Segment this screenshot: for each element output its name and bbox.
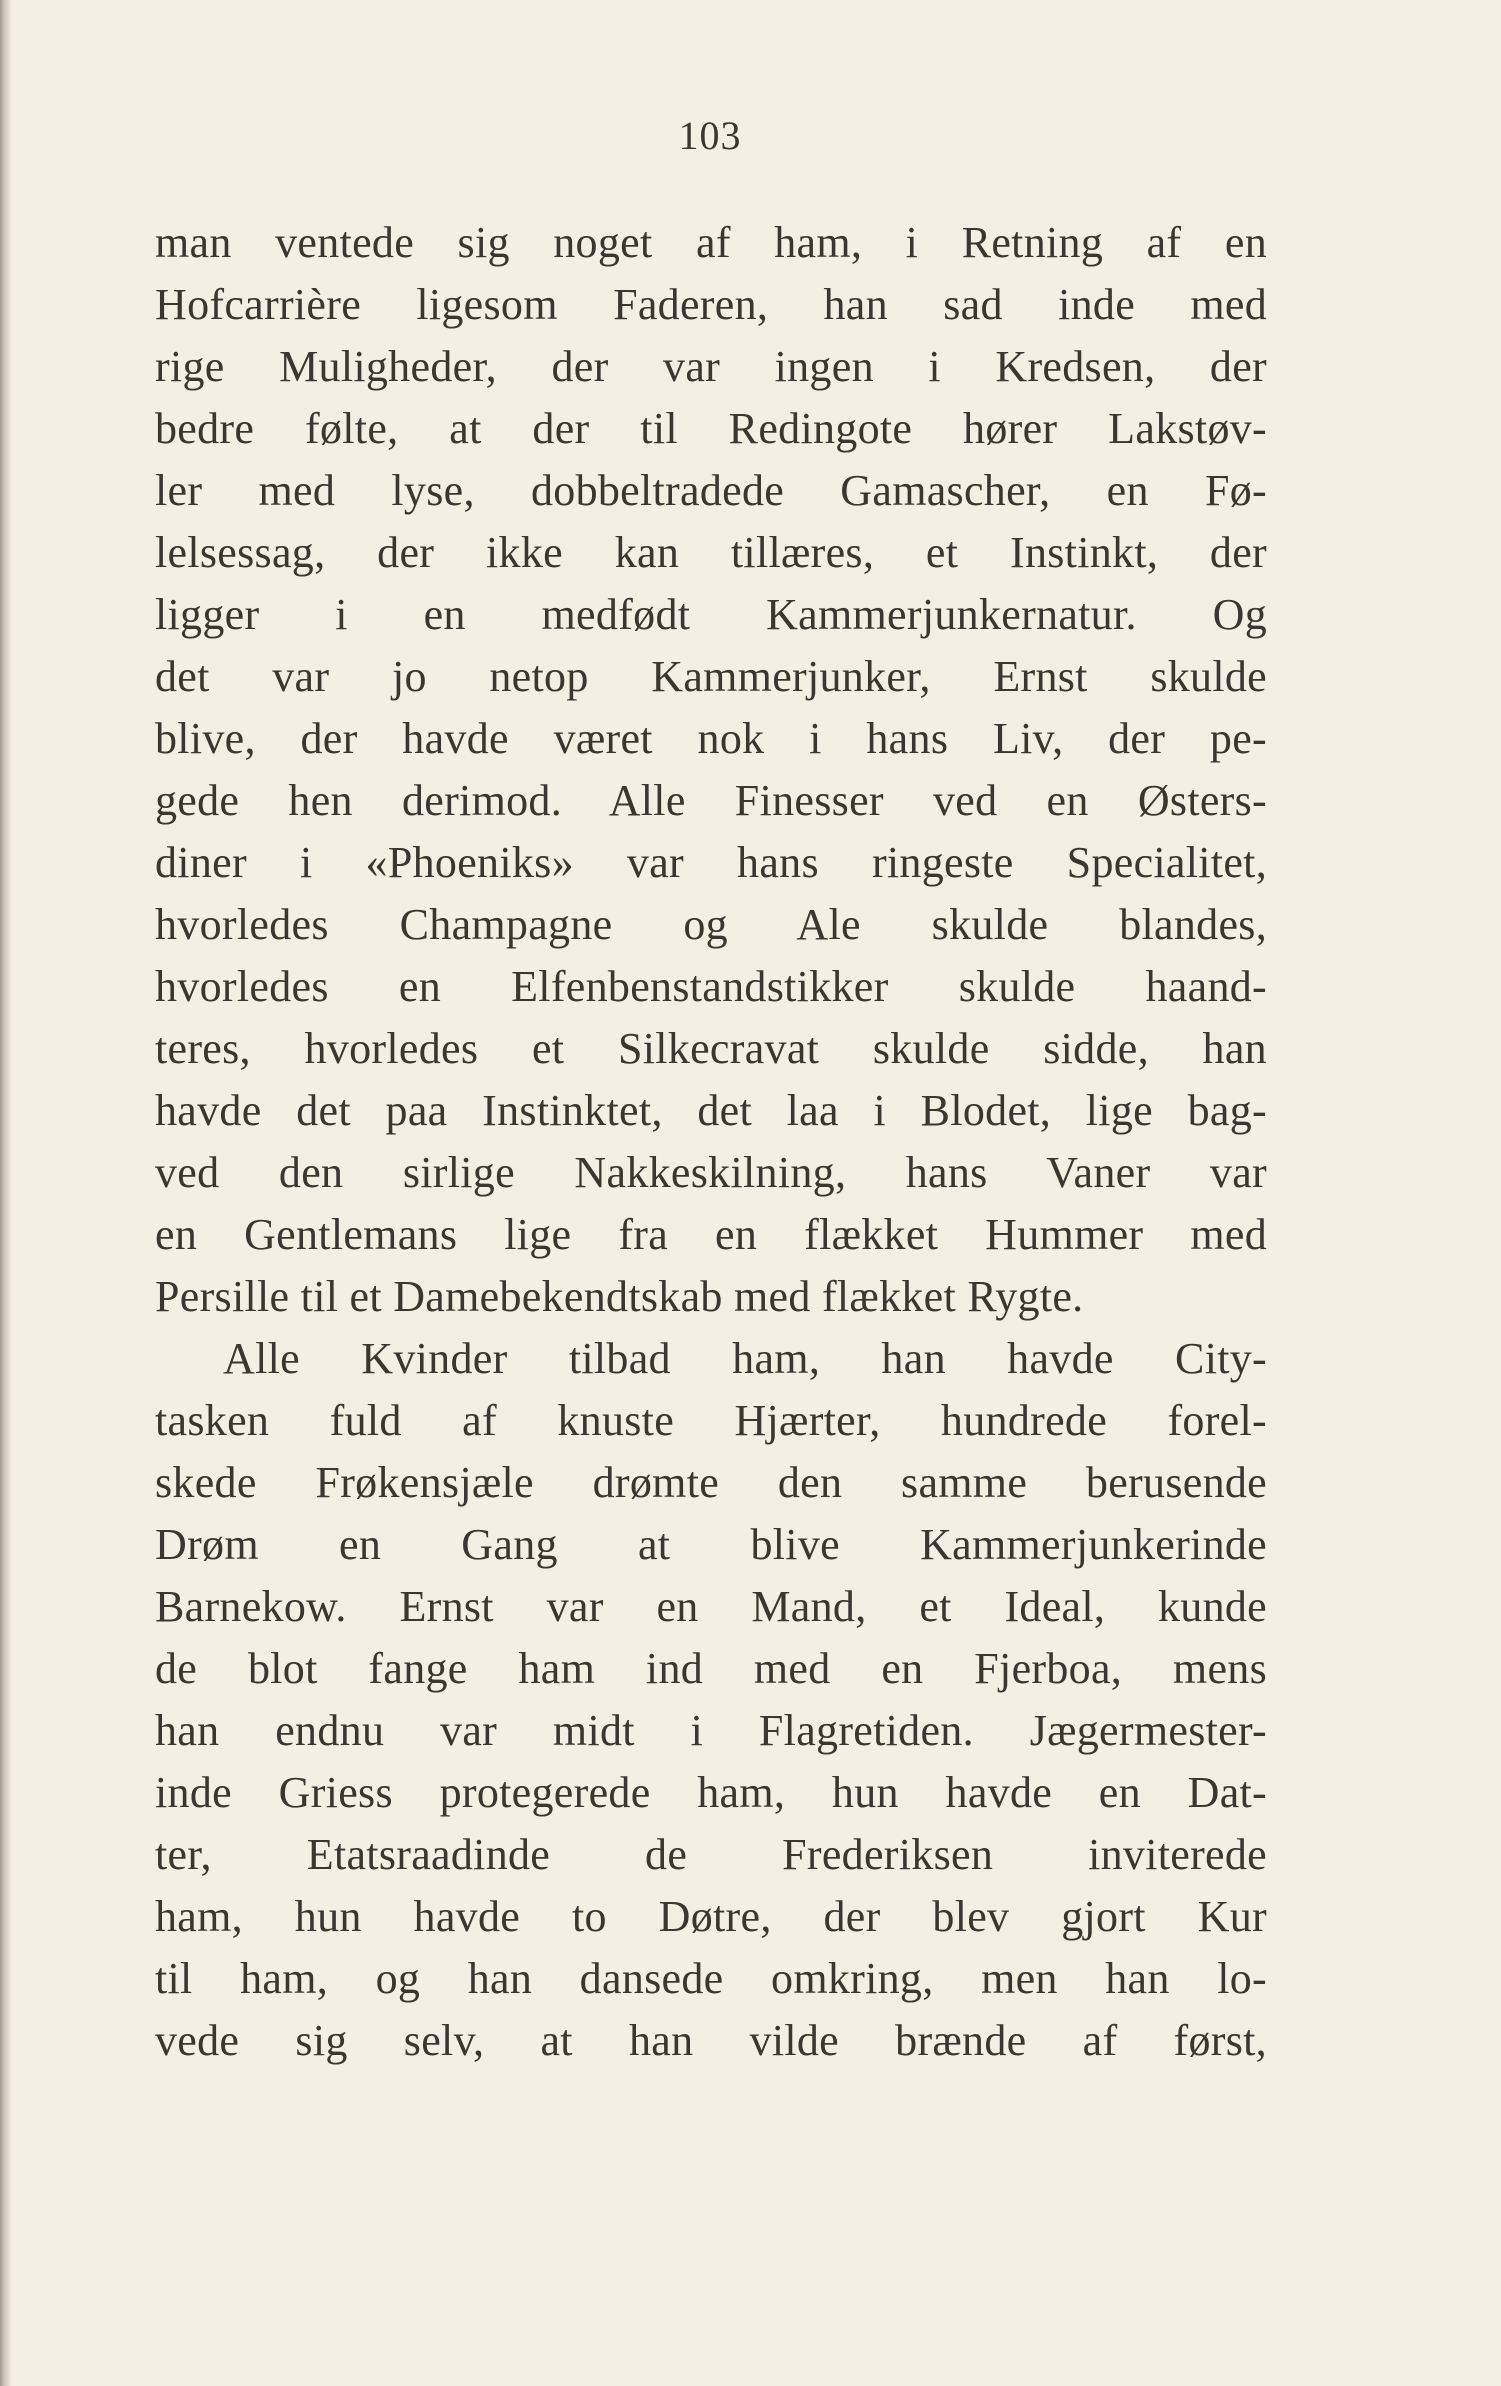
text-line: diner i «Phoeniks» var hans ringeste Specialitet, (155, 838, 1267, 887)
text-line: vede sig selv, at han vilde brænde af først, (155, 2016, 1267, 2065)
text-line: bedre følte, at der til Redingote hører Lakstøv- (155, 404, 1267, 453)
text-line: inde Griess protegerede ham, hun havde en Dat- (155, 1768, 1267, 1817)
text-line: til ham, og han dansede omkring, men han lo- (155, 1954, 1267, 2003)
text-line: teres, hvorledes et Silkecravat skulde sidde, han (155, 1024, 1267, 1073)
text-line: ter, Etatsraadinde de Frederiksen inviterede (155, 1830, 1267, 1879)
text-line: Hofcarrière ligesom Faderen, han sad inde med (155, 280, 1267, 329)
text-line: han endnu var midt i Flagretiden. Jægermester- (155, 1706, 1267, 1755)
text-line: Persille til et Damebekendtskab med flækket Rygte. (155, 1272, 1084, 1321)
text-line: havde det paa Instinktet, det laa i Blodet, lige bag- (155, 1086, 1267, 1135)
body-text (155, 212, 1267, 2072)
text-line: det var jo netop Kammerjunker, Ernst skulde (155, 652, 1267, 701)
text-line: man ventede sig noget af ham, i Retning af en (155, 218, 1267, 267)
text-line: en Gentlemans lige fra en flækket Hummer med (155, 1210, 1267, 1259)
page-binding-edge (0, 0, 12, 2386)
text-line: hvorledes Champagne og Ale skulde blandes, (155, 900, 1267, 949)
text-line: ligger i en medfødt Kammerjunkernatur. Og (155, 590, 1267, 639)
paragraph-start-line: Alle Kvinder tilbad ham, han havde City- (223, 1334, 1267, 1383)
text-line: Barnekow. Ernst var en Mand, et Ideal, kunde (155, 1582, 1267, 1631)
text-line: ved den sirlige Nakkeskilning, hans Vaner var (155, 1148, 1267, 1197)
text-line: ham, hun havde to Døtre, der blev gjort Kur (155, 1892, 1267, 1941)
text-line: lelsessag, der ikke kan tillæres, et Instinkt, der (155, 528, 1267, 577)
text-line: skede Frøkensjæle drømte den samme berusende (155, 1458, 1267, 1507)
page-number: 103 (678, 113, 742, 158)
text-line: ler med lyse, dobbeltradede Gamascher, en Fø- (155, 466, 1267, 515)
text-line: hvorledes en Elfenbenstandstikker skulde haand- (155, 962, 1267, 1011)
text-line: de blot fange ham ind med en Fjerboa, mens (155, 1644, 1267, 1693)
text-line: blive, der havde været nok i hans Liv, der pe- (155, 714, 1267, 763)
text-line: tasken fuld af knuste Hjærter, hundrede forel- (155, 1396, 1267, 1445)
text-line: gede hen derimod. Alle Finesser ved en Østers- (155, 776, 1267, 825)
text-line: Drøm en Gang at blive Kammerjunkerinde (155, 1520, 1267, 1569)
text-line: rige Muligheder, der var ingen i Kredsen, der (155, 342, 1267, 391)
